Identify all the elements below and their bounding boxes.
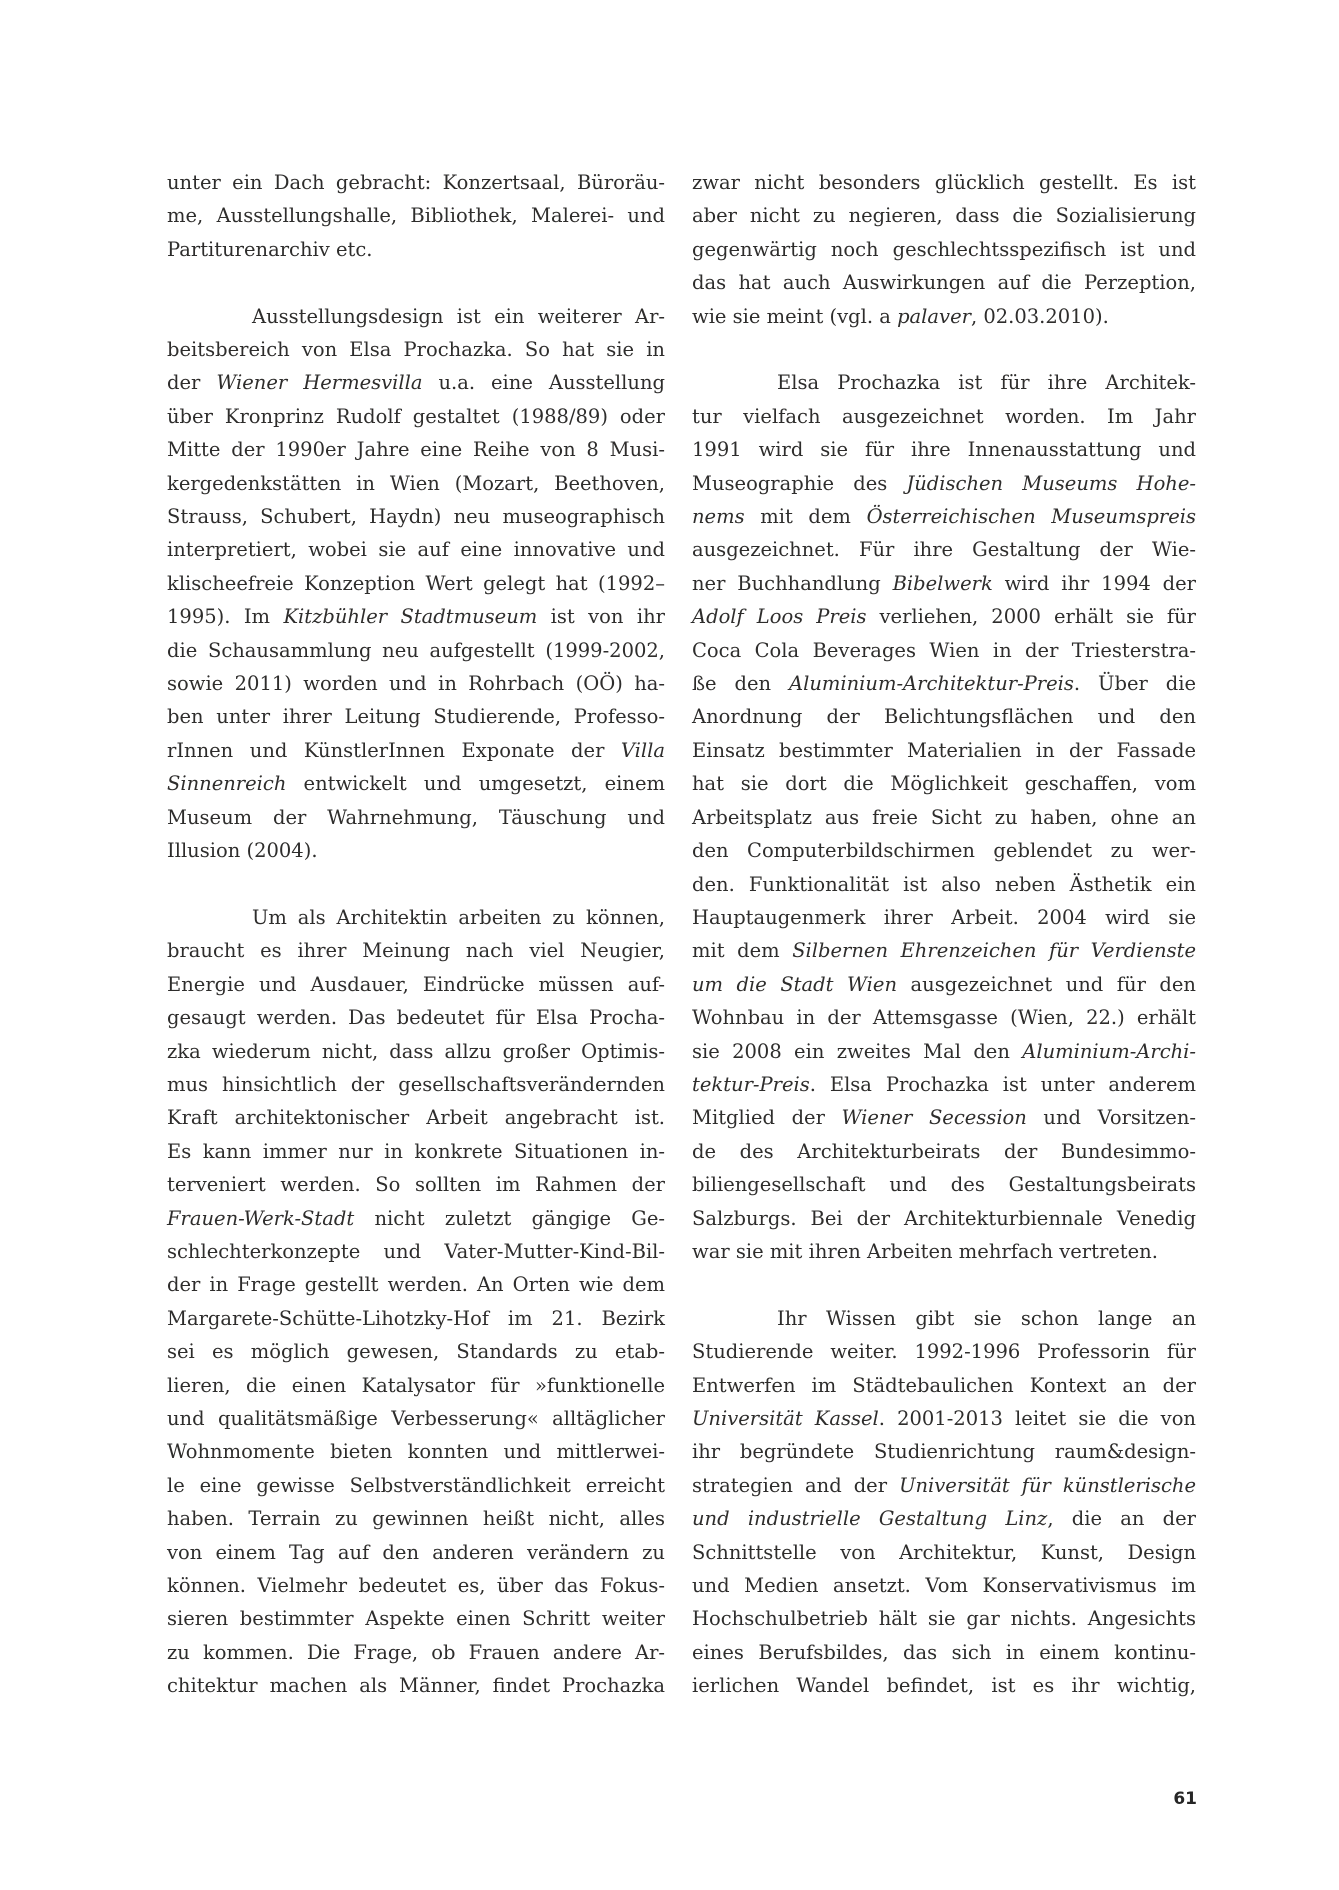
paragraph [692,1302,1196,1703]
text-line: sei es möglich gewesen, Standards zu etab- [167,1340,665,1364]
paragraph [167,901,665,1703]
text-line: die Schausammlung neu aufgestellt (1999-2002, [167,638,665,662]
text-line: ierlichen Wandel befindet, ist es ihr wichtig, [692,1674,1196,1698]
text-line: Wohnbau in der Attemsgasse (Wien, 22.) erhält [692,1006,1196,1030]
text-line: de des Architekturbeirats der Bundesimmo- [692,1139,1196,1163]
text-line: Salzburgs. Bei der Architekturbiennale Venedig [692,1206,1196,1230]
text-line: und Medien ansetzt. Vom Konservativismus im [692,1574,1196,1598]
text-line: Coca Cola Beverages Wien in der Triesterstra- [692,638,1196,662]
text-line: terveniert werden. So sollten im Rahmen der [167,1173,665,1197]
text-line: Arbeitsplatz aus freie Sicht zu haben, ohne an [692,805,1196,829]
text-line: Sinnenreich entwickelt und umgesetzt, einem [167,772,665,796]
text-line: sie 2008 ein zweites Mal den Aluminium-Archi- [692,1039,1196,1063]
text-line: war sie mit ihren Arbeiten mehrfach vertreten. [692,1239,1158,1263]
text-line: Illusion (2004). [167,839,318,863]
text-line: um die Stadt Wien ausgezeichnet und für den [692,972,1196,996]
paragraph [692,166,1196,333]
text-line: Kraft architektonischer Arbeit angebracht ist. [167,1106,665,1130]
text-line: Wohnmomente bieten konnten und mittlerwei- [167,1440,665,1464]
text-line: kergedenkstätten in Wien (Mozart, Beethoven, [167,471,665,495]
text-line: Hochschulbetrieb hält sie gar nichts. Angesichts [692,1607,1196,1631]
text-line: Entwerfen im Städtebaulichen Kontext an der [692,1373,1196,1397]
text-line: biliengesellschaft und des Gestaltungsbeirats [692,1173,1196,1197]
text-line: tektur-Preis. Elsa Prochazka ist unter anderem [692,1072,1196,1096]
text-line: me, Ausstellungshalle, Bibliothek, Malerei- und [167,204,665,228]
text-line: strategien and der Universität für künstlerische [692,1473,1196,1497]
text-line: aber nicht zu negieren, dass die Sozialisierung [692,204,1196,228]
text-line: chitektur machen als Männer, findet Prochazka [167,1674,665,1698]
text-line: gegenwärtig noch geschlechtsspezifisch ist und [692,237,1196,261]
text-line: ße den Aluminium-Architektur-Preis. Über die [692,672,1197,696]
text-line: eines Berufsbildes, das sich in einem kontinu- [692,1640,1196,1664]
text-line: beitsbereich von Elsa Prochazka. So hat sie in [167,338,665,362]
text-line: zka wiederum nicht, dass allzu großer Optimis- [167,1039,665,1063]
text-line: Frauen-Werk-Stadt nicht zuletzt gängige Ge- [167,1206,665,1230]
text-line: über Kronprinz Rudolf gestaltet (1988/89) oder [167,404,665,428]
text-line: Anordnung der Belichtungsflächen und den [692,705,1196,729]
text-line: den. Funktionalität ist also neben Ästhetik ein [692,872,1196,896]
text-line: Mitte der 1990er Jahre eine Reihe von 8 Musi- [167,438,665,462]
text-line: Margarete-Schütte-Lihotzky-Hof im 21. Bezirk [167,1306,665,1330]
text-line: Strauss, Schubert, Haydn) neu museographisch [167,505,665,529]
text-line: Es kann immer nur in konkrete Situationen in- [167,1139,665,1163]
paragraph [167,166,665,266]
text-line: Energie und Ausdauer, Eindrücke müssen auf- [167,972,665,996]
page-number: 61 [1173,1789,1197,1809]
text-line: schlechterkonzepte und Vater-Mutter-Kind-Bil- [167,1239,665,1263]
text-line: den Computerbildschirmen geblendet zu wer- [692,839,1196,863]
text-line: klischeefreie Konzeption Wert gelegt hat (1992– [167,571,665,595]
text-line: Museum der Wahrnehmung, Täuschung und [167,805,665,829]
right-text-column [692,166,1196,1703]
text-line: gesaugt werden. Das bedeutet für Elsa Procha- [167,1006,665,1030]
text-line: braucht es ihrer Meinung nach viel Neugier, [167,939,665,963]
text-line: von einem Tag auf den anderen verändern zu [167,1540,665,1564]
text-line: 1991 wird sie für ihre Innenausstattung und [692,438,1196,462]
text-line: rInnen und KünstlerInnen Exponate der Villa [167,738,665,762]
text-line: Museographie des Jüdischen Museums Hohe- [692,471,1196,495]
text-line: Ihr Wissen gibt sie schon lange an [777,1306,1196,1330]
text-line: ben unter ihrer Leitung Studierende, Professo- [167,705,665,729]
text-line: tur vielfach ausgezeichnet worden. Im Jahr [692,404,1196,428]
paragraph [692,366,1196,1268]
text-line: haben. Terrain zu gewinnen heißt nicht, alles [167,1507,665,1531]
text-line: zu kommen. Die Frage, ob Frauen andere Ar- [167,1640,665,1664]
text-line: der Wiener Hermesvilla u.a. eine Ausstellung [167,371,665,395]
text-line: lieren, die einen Katalysator für »funktionelle [167,1373,665,1397]
two-column-text-block [167,166,1196,1703]
left-text-column [167,166,665,1703]
text-line: ner Buchhandlung Bibelwerk wird ihr 1994 der [692,571,1196,595]
text-line: ihr begründete Studienrichtung raum&design- [692,1440,1196,1464]
text-line: und qualitätsmäßige Verbesserung« alltäglicher [167,1407,665,1430]
text-line: Um als Architektin arbeiten zu können, [252,905,665,929]
text-line: Studierende weiter. 1992-1996 Professorin für [692,1340,1196,1364]
text-line: Partiturenarchiv etc. [167,237,373,261]
text-line: mus hinsichtlich der gesellschaftsverändernden [167,1072,665,1096]
text-line: der in Frage gestellt werden. An Orten wie dem [167,1273,665,1297]
text-line: nems mit dem Österreichischen Museumspreis [692,505,1196,529]
paragraph [167,300,665,868]
text-line: Adolf Loos Preis verliehen, 2000 erhält sie für [692,605,1196,629]
text-line: wie sie meint (vgl. a palaver, 02.03.2010). [692,304,1109,328]
text-line: hat sie dort die Möglichkeit geschaffen, vom [692,772,1196,796]
text-line: Hauptaugenmerk ihrer Arbeit. 2004 wird sie [692,905,1196,929]
text-line: unter ein Dach gebracht: Konzertsaal, Büroräu- [167,171,665,194]
text-line: Elsa Prochazka ist für ihre Architek- [777,371,1196,395]
text-line: 1995). Im Kitzbühler Stadtmuseum ist von ihr [167,605,665,629]
text-line: Einsatz bestimmter Materialien in der Fassade [692,738,1196,762]
text-line: Ausstellungsdesign ist ein weiterer Ar- [252,304,665,328]
text-line: können. Vielmehr bedeutet es, über das Fokus- [167,1574,665,1598]
text-line: Universität Kassel. 2001-2013 leitet sie die von [692,1407,1196,1430]
text-line: interpretiert, wobei sie auf eine innovative und [167,538,665,562]
text-line: Mitglied der Wiener Secession und Vorsitzen- [692,1106,1196,1130]
text-line: zwar nicht besonders glücklich gestellt. Es ist [692,171,1196,194]
text-line: und industrielle Gestaltung Linz, die an der [692,1507,1196,1531]
text-line: sieren bestimmter Aspekte einen Schritt weiter [167,1607,665,1631]
text-line: Schnittstelle von Architektur, Kunst, Design [692,1540,1196,1564]
text-line: mit dem Silbernen Ehrenzeichen für Verdienste [692,939,1196,963]
text-line: das hat auch Auswirkungen auf die Perzeption, [692,271,1196,295]
text-line: le eine gewisse Selbstverständlichkeit erreicht [167,1473,665,1497]
text-line: sowie 2011) worden und in Rohrbach (OÖ) ha- [167,672,665,696]
text-line: ausgezeichnet. Für ihre Gestaltung der Wie- [692,538,1196,562]
